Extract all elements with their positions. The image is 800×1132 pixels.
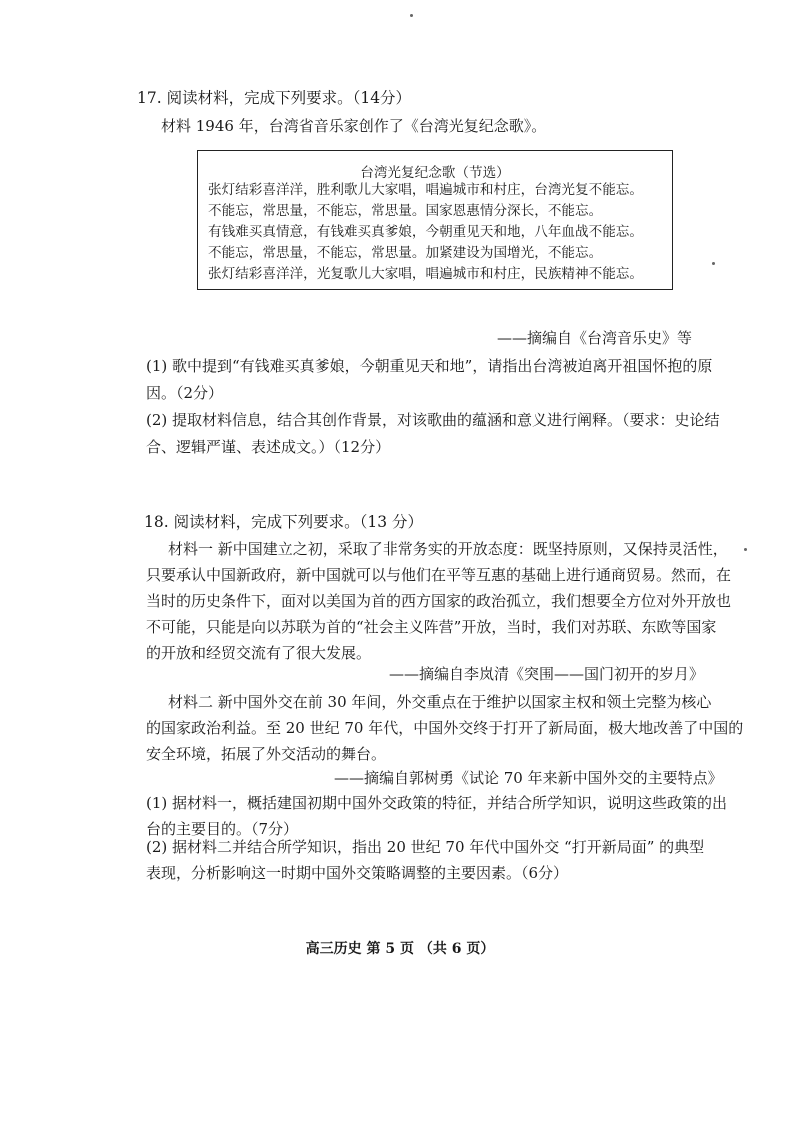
q17-material-line: 材料 1946 年，台湾省音乐家创作了《台湾光复纪念歌》。 bbox=[161, 117, 547, 135]
q18-material1-line: 不可能，只能是向以苏联为首的“社会主义阵营”开放，当时，我们对苏联、东欧等国家 bbox=[146, 618, 717, 636]
q18-material1-line: 的开放和经贸交流有了很大发展。 bbox=[146, 644, 372, 662]
q18-subq1: (1) 据材料一，概括建国初期中国外交政策的特征，并结合所学知识，说明这些政策的出 bbox=[146, 794, 728, 812]
poem-line: 张灯结彩喜洋洋，光复歌儿大家唱，唱遍城市和村庄，民族精神不能忘。 bbox=[208, 266, 643, 282]
q18-subq2-cont: 表现，分析影响这一时期中国外交策略调整的主要因素。（6分） bbox=[146, 864, 569, 882]
poem-line: 张灯结彩喜洋洋，胜利歌儿大家唱，唱遍城市和村庄，台湾光复不能忘。 bbox=[208, 182, 643, 198]
q17-subq2: (2) 提取材料信息，结合其创作背景，对该歌曲的蕴涵和意义进行阐释。（要求：史论结 bbox=[146, 411, 720, 429]
q17-subq2-cont: 合、逻辑严谨、表述成文。）（12分） bbox=[146, 438, 391, 456]
q18-material2-line: 材料二 新中国外交在前 30 年间，外交重点在于维护以国家主权和领土完整为核心 bbox=[168, 693, 712, 711]
q17-heading: 17. 阅读材料，完成下列要求。（14分） bbox=[137, 89, 412, 107]
poem-line: 有钱难买真情意，有钱难买真爹娘，今朝重见天和地，八年血战不能忘。 bbox=[208, 224, 643, 240]
q17-source: ——摘编自《台湾音乐史》等 bbox=[497, 329, 693, 347]
q18-material1-source: ——摘编自李岚清《突围——国门初开的岁月》 bbox=[389, 665, 705, 683]
q18-material1-line: 只要承认中国新政府，新中国就可以与他们在平等互惠的基础上进行通商贸易。然而，在 bbox=[146, 566, 732, 584]
q17-subq1-cont: 因。（2分） bbox=[146, 384, 224, 402]
q18-subq1-cont: 台的主要目的。（7分） bbox=[146, 820, 299, 838]
page-footer: 高三历史 第 5 页 （共 6 页） bbox=[305, 941, 495, 957]
q18-material2-source: ——摘编自郭树勇《试论 70 年来新中国外交的主要特点》 bbox=[334, 769, 723, 787]
scan-speck bbox=[410, 14, 413, 17]
poem-title: 台湾光复纪念歌（节选） bbox=[360, 165, 510, 181]
q18-heading: 18. 阅读材料，完成下列要求。（13 分） bbox=[144, 513, 423, 531]
q18-material2-line: 的国家政治利益。至 20 世纪 70 年代，中国外交终于打开了新局面，极大地改善了中国的 bbox=[146, 719, 744, 737]
poem-box bbox=[197, 150, 673, 290]
q18-material1-line: 当时的历史条件下，面对以美国为首的西方国家的政治孤立，我们想要全方位对外开放也 bbox=[146, 592, 732, 610]
scan-speck bbox=[744, 548, 747, 551]
q17-subq1: (1) 歌中提到“有钱难买真爹娘，今朝重见天和地”，请指出台湾被迫离开祖国怀抱的原 bbox=[146, 357, 713, 375]
poem-line: 不能忘，常思量，不能忘，常思量。加紧建设为国增光，不能忘。 bbox=[208, 245, 603, 261]
scan-speck bbox=[712, 262, 715, 265]
q18-subq2: (2) 据材料二并结合所学知识，指出 20 世纪 70 年代中国外交 “打开新局面” 的典型 bbox=[146, 838, 705, 856]
q18-material2-line: 安全环境，拓展了外交活动的舞台。 bbox=[146, 745, 387, 763]
poem-line: 不能忘，常思量，不能忘，常思量。国家恩惠情分深长，不能忘。 bbox=[208, 203, 603, 219]
q18-material1-line: 材料一 新中国建立之初，采取了非常务实的开放态度：既坚持原则，又保持灵活性， bbox=[168, 540, 728, 558]
